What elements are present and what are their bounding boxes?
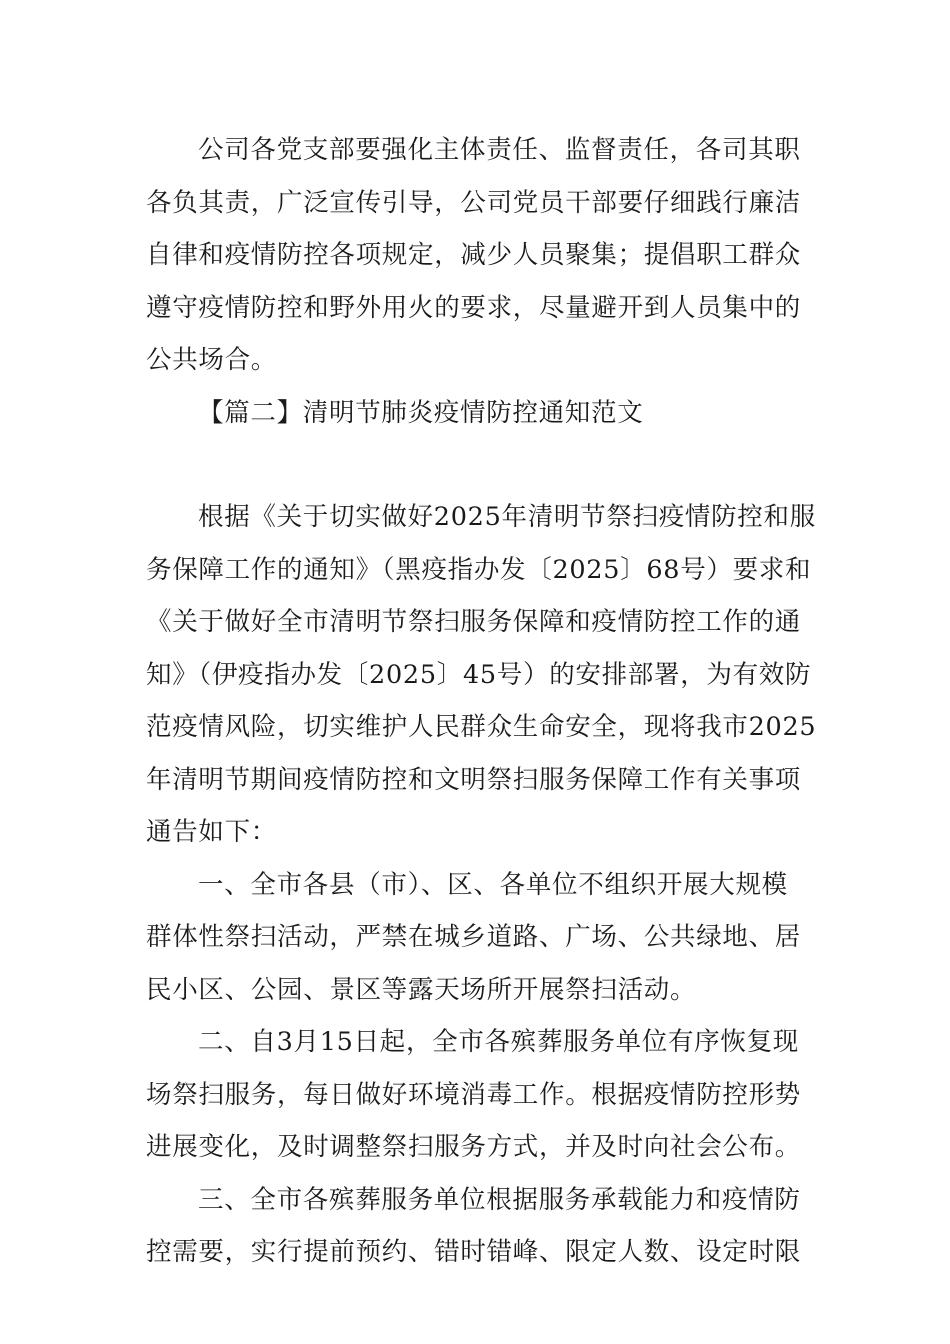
text-line: 范疫情风险，切实维护人民群众生命安全，现将我市2025 — [146, 712, 817, 742]
paragraph-notice-intro — [146, 491, 817, 859]
text-line: 自律和疫情防控各项规定，减少人员聚集；提倡职工群众 — [146, 240, 802, 270]
text-line: 遵守疫情防控和野外用火的要求，尽量避开到人员集中的 — [146, 292, 802, 323]
text-line: 三、全市各殡葬服务单位根据服务承载能力和疫情防 — [198, 1184, 801, 1215]
text-line: 年清明节期间疫情防控和文明祭扫服务保障工作有关事项 — [146, 764, 802, 795]
text-line: 根据《关于切实做好2025年清明节祭扫疫情防控和服 — [198, 502, 816, 532]
text-line: 知》（伊疫指办发〔2025〕45号）的安排部署，为有效防 — [146, 659, 812, 690]
item-one — [146, 859, 810, 1017]
text-line: 《关于做好全市清明节祭扫服务保障和疫情防控工作的通 — [146, 607, 802, 637]
text-line: 公司各党支部要强化主体责任、监督责任，各司其职 — [198, 135, 801, 165]
text-line: 控需要，实行提前预约、错时错峰、限定人数、设定时限 — [146, 1237, 802, 1267]
text-line: 务保障工作的通知》（黑疫指办发〔2025〕68号）要求和 — [146, 554, 812, 585]
text-line: 民小区、公园、景区等露天场所开展祭扫活动。 — [146, 974, 697, 1005]
text-line: 一、全市各县（市）、区、各单位不组织开展大规模 — [198, 869, 788, 900]
text-line: 二、自3月15日起，全市各殡葬服务单位有序恢复现 — [198, 1027, 799, 1057]
section-heading: 【篇二】清明节肺炎疫情防控通知范文 — [198, 397, 644, 428]
text-line: 通告如下： — [146, 817, 278, 847]
text-line: 各负其责，广泛宣传引导，公司党员干部要仔细践行廉洁 — [146, 187, 802, 218]
text-line: 场祭扫服务，每日做好环境消毒工作。根据疫情防控形势 — [146, 1079, 802, 1110]
text-line: 公共场合。 — [146, 345, 278, 375]
item-three — [146, 1174, 810, 1279]
text-line: 群体性祭扫活动，严禁在城乡道路、广场、公共绿地、居 — [146, 922, 802, 952]
item-two — [146, 1016, 810, 1174]
text-line: 进展变化，及时调整祭扫服务方式，并及时向社会公布。 — [146, 1132, 802, 1162]
document-page — [146, 124, 817, 1279]
blank-line — [146, 439, 810, 491]
paragraph-party-responsibility — [146, 124, 810, 387]
